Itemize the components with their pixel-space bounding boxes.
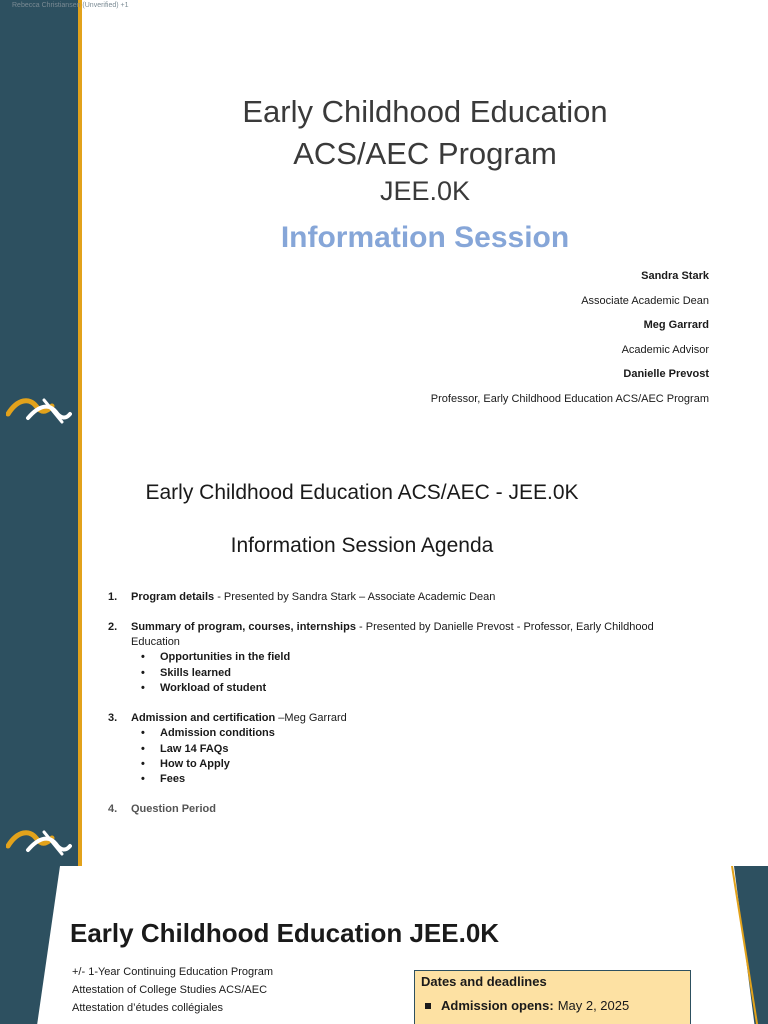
- agenda-item: [108, 620, 688, 696]
- bullet-icon: •: [141, 727, 145, 740]
- square-bullet-icon: [425, 1003, 431, 1009]
- agenda-subitem: • Workload of student: [141, 681, 688, 696]
- program-code: JEE.0K: [379, 176, 471, 206]
- bullet-icon: •: [141, 651, 145, 664]
- dates-value: May 2, 2025: [557, 998, 630, 1013]
- side-band: [0, 430, 78, 866]
- bullet-icon: •: [141, 666, 145, 679]
- agenda-sublist: [141, 726, 347, 787]
- presenter-name: Meg Garrard: [643, 319, 709, 331]
- agenda-heading: Early Childhood Education ACS/AEC - JEE.0K: [145, 481, 579, 504]
- slide-agenda: [0, 430, 768, 866]
- agenda-subitem: • Admission conditions: [141, 726, 347, 741]
- agenda-list: [108, 590, 688, 832]
- title-line-2: ACS/AEC Program: [293, 136, 557, 171]
- agenda-number: 1.: [108, 591, 118, 603]
- agenda-sublist: [141, 650, 688, 696]
- program-info: [72, 963, 273, 1017]
- dates-label: Admission opens:: [441, 998, 554, 1013]
- bullet-icon: •: [141, 757, 145, 770]
- bullet-icon: •: [141, 742, 145, 755]
- presenter-list: [431, 268, 709, 415]
- presenter-name: Sandra Stark: [641, 270, 709, 282]
- agenda-item: [108, 590, 688, 605]
- agenda-item: [108, 711, 688, 787]
- session-subtitle: Information Session: [280, 221, 570, 254]
- side-gold-stripe: [78, 0, 82, 430]
- agenda-detail: –Meg Garrard: [275, 711, 347, 724]
- slide-title: [0, 0, 768, 430]
- bullet-icon: •: [141, 682, 145, 695]
- presenter-role: Professor, Early Childhood Education ACS/AEC Program: [430, 392, 709, 405]
- document-meta: Rebecca Christiansen (Unverified) +1: [12, 2, 129, 9]
- agenda-label: Program details: [131, 591, 215, 603]
- dates-item: [421, 998, 684, 1013]
- side-band: [0, 0, 78, 430]
- program-info-line: Attestation of College Studies ACS/AEC: [72, 984, 268, 996]
- agenda-number: 3.: [108, 711, 118, 724]
- agenda-detail: - Presented by Sandra Stark – Associate Academic Dean: [214, 591, 496, 603]
- bullet-icon: •: [141, 773, 145, 786]
- agenda-subitem: • Skills learned: [141, 666, 688, 681]
- agenda-label: Question Period: [131, 803, 216, 816]
- agenda-subitem: • Fees: [141, 772, 347, 787]
- presenter-role: Academic Advisor: [621, 343, 709, 356]
- program-info-line: Attestation d’études collégiales: [72, 1002, 224, 1014]
- agenda-subitem: • How to Apply: [141, 757, 347, 772]
- agenda-detail: - Presented by Danielle Prevost - Professor, Early Childhood Education: [131, 620, 654, 649]
- dates-box: [414, 970, 691, 1024]
- agenda-number: 2.: [108, 620, 118, 633]
- agenda-label: Admission and certification: [131, 711, 276, 724]
- college-logo-icon: [6, 826, 72, 858]
- agenda-subitem: • Opportunities in the field: [141, 650, 688, 665]
- corner-band: [734, 866, 768, 1024]
- agenda-number: 4.: [108, 803, 118, 816]
- program-info-line: +/- 1-Year Continuing Education Program: [72, 966, 274, 978]
- agenda-subheading: Information Session Agenda: [230, 534, 494, 557]
- side-band: [0, 866, 60, 1024]
- dates-heading: Dates and deadlines: [421, 974, 547, 989]
- agenda-label: Summary of program, courses, internships: [131, 620, 356, 633]
- slide-program-overview: [0, 866, 768, 1024]
- program-title: Early Childhood Education JEE.0K: [70, 918, 500, 948]
- agenda-item: [108, 802, 688, 817]
- title-line-1: Early Childhood Education: [242, 94, 608, 129]
- agenda-subitem: • Law 14 FAQs: [141, 742, 347, 757]
- presenter-role: Associate Academic Dean: [581, 294, 709, 307]
- presenter-name: Danielle Prevost: [623, 368, 709, 380]
- college-logo-icon: [6, 394, 72, 426]
